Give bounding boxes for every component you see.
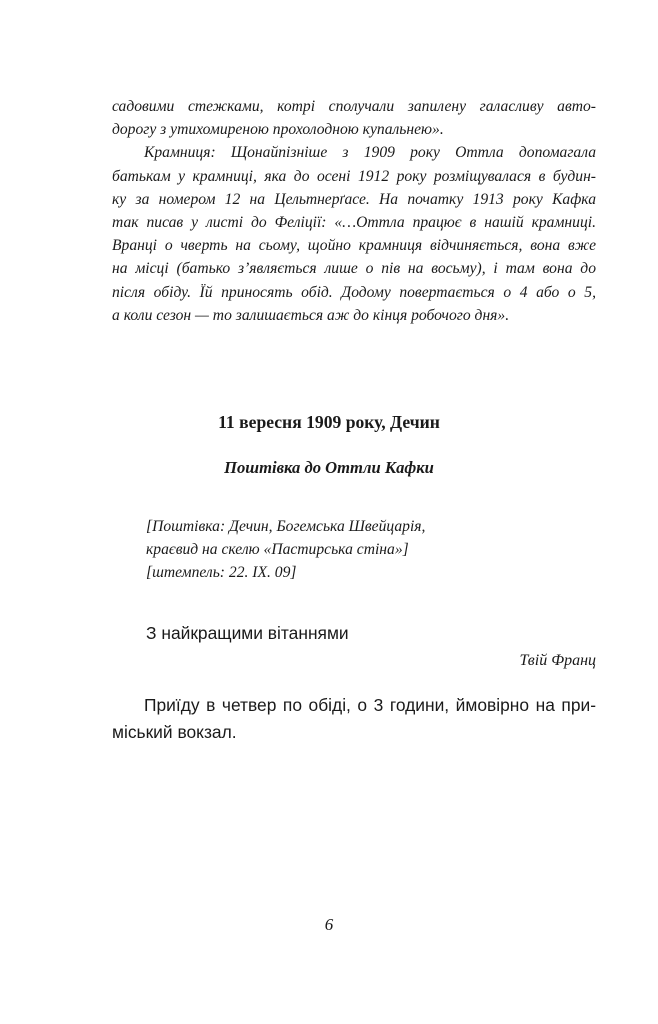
note-line: так писав у листі до Феліції: «…Оттла працює в нашій крамниці. <box>112 214 596 232</box>
notes-section <box>112 95 596 327</box>
meta-line: краєвид на скелю «Пастирська стіна»] <box>146 541 409 559</box>
signature-text: Твій Франц <box>519 652 596 669</box>
body-line: Приїду в четвер по обіді, о 3 години, ймовірно на при- <box>144 695 596 715</box>
meta-line: [Поштівка: Дечин, Богемська Швейцарія, <box>146 518 426 535</box>
note-line: Вранці о чверть на сьому, щойно крамниця відчиняється, вона вже <box>112 237 596 255</box>
page-number: 6 <box>324 915 334 934</box>
note-paragraph-1 <box>112 95 596 141</box>
postcard-description <box>146 515 586 585</box>
letter-heading: 11 вересня 1909 року, Дечин <box>218 412 440 432</box>
note-paragraph-2 <box>112 141 596 327</box>
note-line: батькам у крамниці, яка до осені 1912 року розміщувалася в будин- <box>112 167 596 185</box>
note-line: а коли сезон — то залишається аж до кінця робочого дня». <box>112 306 510 324</box>
note-line: ку за номером 12 на Цельтнерґасе. На початку 1913 року Кафка <box>112 190 596 208</box>
letter-body <box>112 692 596 746</box>
note-line: після обіду. Їй приносять обід. Додому повертається о 4 або о 5, <box>112 283 596 301</box>
body-line: міський вокзал. <box>112 722 237 742</box>
meta-line: [штемпель: 22. IX. 09] <box>146 564 297 582</box>
greeting-text: З найкращими вітаннями <box>146 623 349 643</box>
note-line: садовими стежками, котрі сполучали запилену галасливу авто- <box>112 98 596 115</box>
note-line: дорогу з утихомиреною прохолодною купальнею». <box>112 121 444 139</box>
note-line: на місці (батько з’являється лише о пів на восьму), і там вона до <box>112 260 596 278</box>
note-line: Крамниця: Щонайпізніше з 1909 року Оттла допомагала <box>144 144 596 162</box>
letter-subheading: Поштівка до Оттли Кафки <box>224 458 434 477</box>
